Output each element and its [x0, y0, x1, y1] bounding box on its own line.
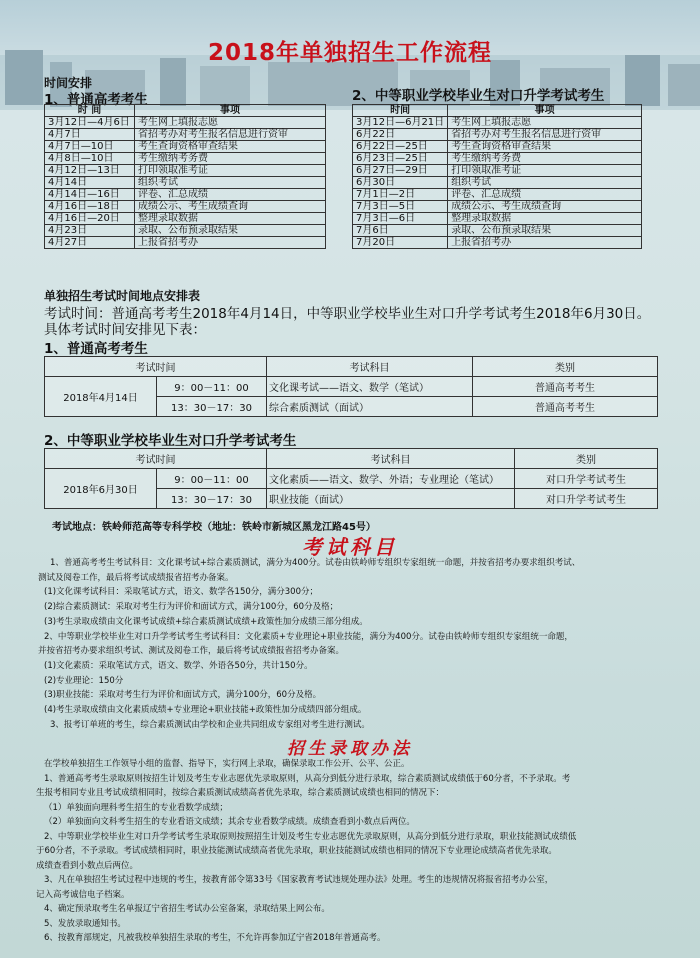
schedule-date-cell: 7月3日—6日 [353, 213, 448, 225]
table-row [353, 189, 642, 201]
schedule-date-cell: 7月3日—5日 [353, 201, 448, 213]
exam-time-cell: 13：30－17：30 [157, 397, 267, 417]
schedule-date-cell: 4月16日—18日 [45, 201, 135, 213]
exam-vocational-label: 2、中等职业学校毕业生对口升学考试考生 [44, 433, 297, 449]
paragraph-line: 2、中等职业学校毕业生对口升学考试考生考试科目：文化素质+专业理论+职业技能，满分为400分。试卷由铁岭师专组织专家组统一命题， [44, 631, 573, 642]
exam-date-cell: 2018年4月14日 [45, 377, 157, 417]
header-cell: 考试科目 [267, 357, 473, 377]
table-row [45, 189, 326, 201]
schedule-heading: 时间安排 [44, 76, 93, 90]
table-row [353, 141, 642, 153]
schedule-date-cell: 7月6日 [353, 225, 448, 237]
exam-subject-cell: 文化素质——语文、数学、外语；专业理论（笔试） [267, 469, 515, 489]
table-row [45, 201, 326, 213]
table-header-row [45, 105, 326, 117]
paragraph-line: 记入高考诚信电子档案。 [36, 889, 130, 900]
table-row [353, 129, 642, 141]
schedule-task-cell: 省招考办对考生报名信息进行资审 [448, 129, 642, 141]
paragraph-line: 3、报考订单班的考生，综合素质测试由学校和企业共同组成专家组对考生进行测试。 [50, 719, 370, 730]
table-row [45, 129, 326, 141]
schedule-task-cell: 评卷、汇总成绩 [448, 189, 642, 201]
paragraph-line: 5、发放录取通知书。 [44, 918, 126, 929]
paragraph-line: (1)文化素质：采取笔试方式，语文、数学、外语各50分，共计150分。 [44, 660, 313, 671]
schedule-date-cell: 7月1日—2日 [353, 189, 448, 201]
table-row [353, 237, 642, 249]
paragraph-line: 测试及阅卷工作，最后将考试成绩报省招考办备案。 [38, 572, 234, 583]
schedule-date-cell: 4月7日—10日 [45, 141, 135, 153]
table-row [353, 165, 642, 177]
schedule-date-cell: 4月7日 [45, 129, 135, 141]
table-row [45, 117, 326, 129]
schedule-task-cell: 打印领取准考证 [448, 165, 642, 177]
schedule-task-cell: 省招考办对考生报名信息进行资审 [135, 129, 326, 141]
schedule-date-cell: 4月12日—13日 [45, 165, 135, 177]
schedule-date-cell: 6月23日—25日 [353, 153, 448, 165]
exam-subject-cell: 职业技能（面试） [267, 489, 515, 509]
table-row [353, 213, 642, 225]
admission-heading: 招生录取办法 [287, 739, 413, 759]
table-row [353, 117, 642, 129]
paragraph-line: 2、中等职业学校毕业生对口升学考试考生录取原则按照招生计划及考生专业志愿优先录取原则，从高分到低分进行录取，职业技能测试成绩低 [44, 831, 577, 842]
table-row [45, 153, 326, 165]
schedule-task-cell: 成绩公示、考生成绩查询 [135, 201, 326, 213]
table-row [353, 153, 642, 165]
paragraph-line: (2)综合素质测试：采取对考生行为评价和面试方式，满分100分，60分及格； [44, 602, 339, 613]
table-row [45, 141, 326, 153]
schedule-task-cell: 考生网上填报志愿 [448, 117, 642, 129]
schedule-task-cell: 考生查询资格审查结果 [448, 141, 642, 153]
schedule-date-cell: 6月30日 [353, 177, 448, 189]
paragraph-line: (3)职业技能：采取对考生行为评价和面试方式，满分100分，60分及格。 [44, 690, 322, 701]
schedule-task-cell: 考生缴纳考务费 [448, 153, 642, 165]
paragraph-line: （2）单独面向文科考生招生的专业看语文成绩；其余专业看数学成绩。成绩查看到小数点后两位。 [44, 817, 415, 827]
table-row [45, 377, 658, 397]
header-cell: 事项 [448, 105, 642, 117]
schedule-task-cell: 考生网上填报志愿 [135, 117, 326, 129]
exam-category-cell: 普通高考考生 [473, 377, 658, 397]
schedule-task-cell: 录取、公布预录取结果 [448, 225, 642, 237]
header-cell: 时间 [353, 105, 448, 117]
schedule-task-cell: 组织考试 [448, 177, 642, 189]
table-row [45, 469, 658, 489]
table-row [45, 165, 326, 177]
schedule-task-cell: 成绩公示、考生成绩查询 [448, 201, 642, 213]
paragraph-line: 1、普通高考考生考试科目：文化课考试+综合素质测试，满分为400分。试卷由铁岭师专组织专家组统一命题，并按省招考办要求组织考试、 [50, 558, 581, 568]
exam-time-line: 考试时间：普通高考考生2018年4月14日，中等职业学校毕业生对口升学考试考生2018年6月30日。 [44, 306, 651, 322]
exam-date-cell: 2018年6月30日 [45, 469, 157, 509]
paragraph-line: 1、普通高考考生录取原则按招生计划及考生专业志愿优先录取原则，从高分到低分进行录取，综合素质测试成绩低于60分者，不予录取。考 [44, 773, 571, 784]
exam-arrangement-heading: 单独招生考试时间地点安排表 [44, 289, 201, 303]
table-row [353, 201, 642, 213]
header-cell: 类别 [515, 449, 658, 469]
schedule-date-cell: 3月12日—6月21日 [353, 117, 448, 129]
exam-category-cell: 对口升学考试考生 [515, 469, 658, 489]
schedule-task-cell: 上报省招考办 [135, 237, 326, 249]
exam-subject-cell: 综合素质测试（面试） [267, 397, 473, 417]
schedule-date-cell: 6月22日 [353, 129, 448, 141]
schedule-task-cell: 整理录取数据 [135, 213, 326, 225]
vocational-exam-table [44, 448, 658, 509]
exam-detail-line: 具体考试时间安排见下表： [44, 322, 206, 338]
schedule-task-cell: 考生查询资格审查结果 [135, 141, 326, 153]
schedule-task-cell: 组织考试 [135, 177, 326, 189]
header-cell: 考试科目 [267, 449, 515, 469]
exam-location: 考试地点：铁岭师范高等专科学校（地址：铁岭市新城区黑龙江路45号） [52, 522, 376, 533]
paragraph-line: (3)考生录取成绩由文化课考试成绩+综合素质测试成绩+政策性加分成绩三部分组成。 [44, 616, 368, 627]
paragraph-line: 生报考相同专业且考试成绩相同时，按综合素质测试成绩高者优先录取，综合素质测试成绩也相同的情况下： [36, 788, 445, 798]
schedule-date-cell: 7月20日 [353, 237, 448, 249]
vocational-schedule-label: 2、中等职业学校毕业生对口升学考试考生 [352, 88, 605, 104]
table-row [353, 225, 642, 237]
schedule-task-cell: 打印领取准考证 [135, 165, 326, 177]
schedule-task-cell: 评卷、汇总成绩 [135, 189, 326, 201]
header-cell: 考试时间 [45, 357, 267, 377]
schedule-task-cell: 上报省招考办 [448, 237, 642, 249]
general-exam-table [44, 356, 658, 417]
subjects-heading: 考试科目 [302, 535, 398, 559]
exam-general-label: 1、普通高考考生 [44, 341, 148, 357]
header-cell: 类别 [473, 357, 658, 377]
general-schedule-table [44, 104, 326, 249]
paragraph-line: 4、确定预录取考生名单报辽宁省招生考试办公室备案，录取结果上网公布。 [44, 904, 330, 914]
paragraph-line: (4)考生录取成绩由文化素质成绩+专业理论+职业技能+政策性加分成绩四部分组成。 [44, 705, 367, 715]
schedule-date-cell: 3月12日—4月6日 [45, 117, 135, 129]
schedule-date-cell: 4月14日—16日 [45, 189, 135, 201]
schedule-task-cell: 考生缴纳考务费 [135, 153, 326, 165]
schedule-task-cell: 录取、公布预录取结果 [135, 225, 326, 237]
paragraph-line: 于60分者，不予录取。考试成绩相同时，职业技能测试成绩高者优先录取，职业技能测试成绩也相同的情况下专业理论成绩高者优先录取。 [36, 846, 557, 856]
schedule-date-cell: 6月27日—29日 [353, 165, 448, 177]
table-row [45, 225, 326, 237]
schedule-date-cell: 4月16日—20日 [45, 213, 135, 225]
paragraph-line: 在学校单独招生工作领导小组的监督、指导下，实行网上录取，确保录取工作公开、公平、公正。 [44, 759, 410, 769]
paragraph-line: (2)专业理论：150分 [44, 675, 124, 686]
header-cell: 考试时间 [45, 449, 267, 469]
schedule-date-cell: 6月22日—25日 [353, 141, 448, 153]
schedule-date-cell: 4月8日—10日 [45, 153, 135, 165]
table-header-row [45, 449, 658, 469]
vocational-schedule-table [352, 104, 642, 249]
exam-time-cell: 9：00－11：00 [157, 377, 267, 397]
exam-time-cell: 9：00－11：00 [157, 469, 267, 489]
exam-category-cell: 对口升学考试考生 [515, 489, 658, 509]
table-row [45, 213, 326, 225]
paragraph-line: 3、凡在单独招生考试过程中违规的考生，按教育部令第33号《国家教育考试违规处理办法》处理。考生的违规情况将报省招考办公室， [44, 875, 554, 885]
header-cell: 时 间 [45, 105, 135, 117]
paragraph-line: (1)文化课考试科目：采取笔试方式，语文、数学各150分，满分300分； [44, 587, 318, 598]
header-cell: 事项 [135, 105, 326, 117]
paragraph-line: 并按省招考办要求组织考试、测试及阅卷工作，最后将考试成绩报省招考办备案。 [38, 646, 345, 657]
exam-subject-cell: 文化课考试——语文、数学（笔试） [267, 377, 473, 397]
general-schedule-label: 1、普通高考考生 [44, 92, 148, 108]
poster-title: 2018年单独招生工作流程 [207, 40, 492, 66]
table-row [353, 177, 642, 189]
table-row [45, 237, 326, 249]
schedule-date-cell: 4月14日 [45, 177, 135, 189]
paragraph-line: （1）单独面向理科考生招生的专业看数学成绩； [44, 802, 228, 813]
schedule-date-cell: 4月27日 [45, 237, 135, 249]
table-header-row [45, 357, 658, 377]
exam-time-cell: 13：30－17：30 [157, 489, 267, 509]
table-row [45, 177, 326, 189]
table-header-row [353, 105, 642, 117]
schedule-task-cell: 整理录取数据 [448, 213, 642, 225]
exam-category-cell: 普通高考考生 [473, 397, 658, 417]
paragraph-line: 6、按教育部规定，凡被我校单独招生录取的考生，不允许再参加辽宁省2018年普通高考。 [44, 933, 386, 943]
schedule-date-cell: 4月23日 [45, 225, 135, 237]
paragraph-line: 成绩查看到小数点后两位。 [36, 860, 139, 871]
